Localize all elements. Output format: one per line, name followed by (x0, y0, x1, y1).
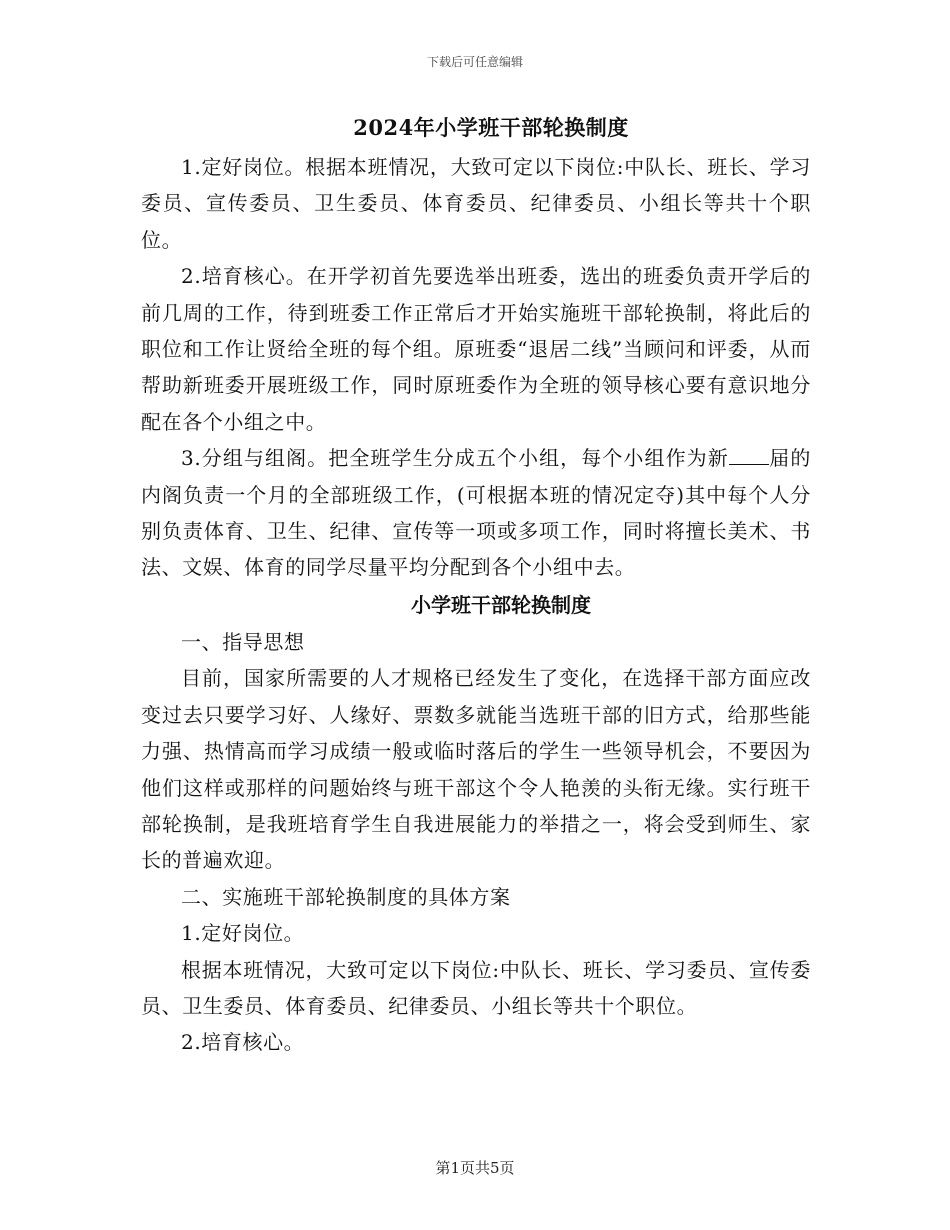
paragraph-grouping-part2: 届的内阁负责一个月的全部班级工作，(可根据本班的情况定夺)其中每个人分别负责体育、卫生、纪律、宣传等一项或多项工作，同时将擅长美术、书法、文娱、体育的同学尽量平均分配到各个小组中去。 (141, 446, 811, 580)
paragraph-cultivate-core: 2.培育核心。在开学初首先要选举出班委，选出的班委负责开学后的前几周的工作，待到班委工作正常后才开始实施班干部轮换制，将此后的职位和工作让贤给全班的每个组。原班委“退居二线”当顾问和评委，从而帮助新班委开展班级工作，同时原班委作为全班的领导核心要有意识地分配在各个小组之中。 (141, 264, 811, 434)
page-header-note: 下载后可任意编辑 (426, 55, 523, 69)
paragraph-guiding-ideology: 目前，国家所需要的人才规格已经发生了变化，在选择干部方面应改变过去只要学习好、人缘好、票数多就能当选班干部的旧方式，给那些能力强、热情高而学习成绩一般或临时落后的学生一些领导机会，不要因为他们这样或那样的问题始终与班干部这个令人艳羡的头衔无缘。实行班干部轮换制，是我班培育学生自我进展能力的举措之一，将会受到师生、家长的普遍欢迎。 (141, 666, 811, 873)
heading-guiding-ideology: 一、指导思想 (181, 629, 305, 654)
heading-implementation-plan: 二、实施班干部轮换制度的具体方案 (181, 884, 511, 909)
document-body (141, 107, 811, 1061)
document-title: 2024年小学班干部轮换制度 (353, 115, 629, 140)
paragraph-define-positions: 1.定好岗位。根据本班情况，大致可定以下岗位:中队长、班长、学习委员、宣传委员、卫生委员、体育委员、纪律委员、小组长等共十个职位。 (141, 155, 811, 252)
subheading-define-positions: 1.定好岗位。 (181, 921, 305, 946)
section-title: 小学班干部轮换制度 (411, 592, 591, 617)
paragraph-grouping (141, 440, 811, 586)
paragraph-positions-list: 根据本班情况，大致可定以下岗位:中队长、班长、学习委员、宣传委员、卫生委员、体育委员、纪律委员、小组长等共十个职位。 (141, 957, 811, 1018)
paragraph-grouping-part1: 3.分组与组阁。把全班学生分成五个小组，每个小组作为新 (181, 446, 729, 471)
subheading-cultivate-core: 2.培育核心。 (181, 1030, 305, 1055)
page-number: 第1页共5页 (435, 1159, 515, 1177)
fill-in-blank (729, 446, 769, 465)
